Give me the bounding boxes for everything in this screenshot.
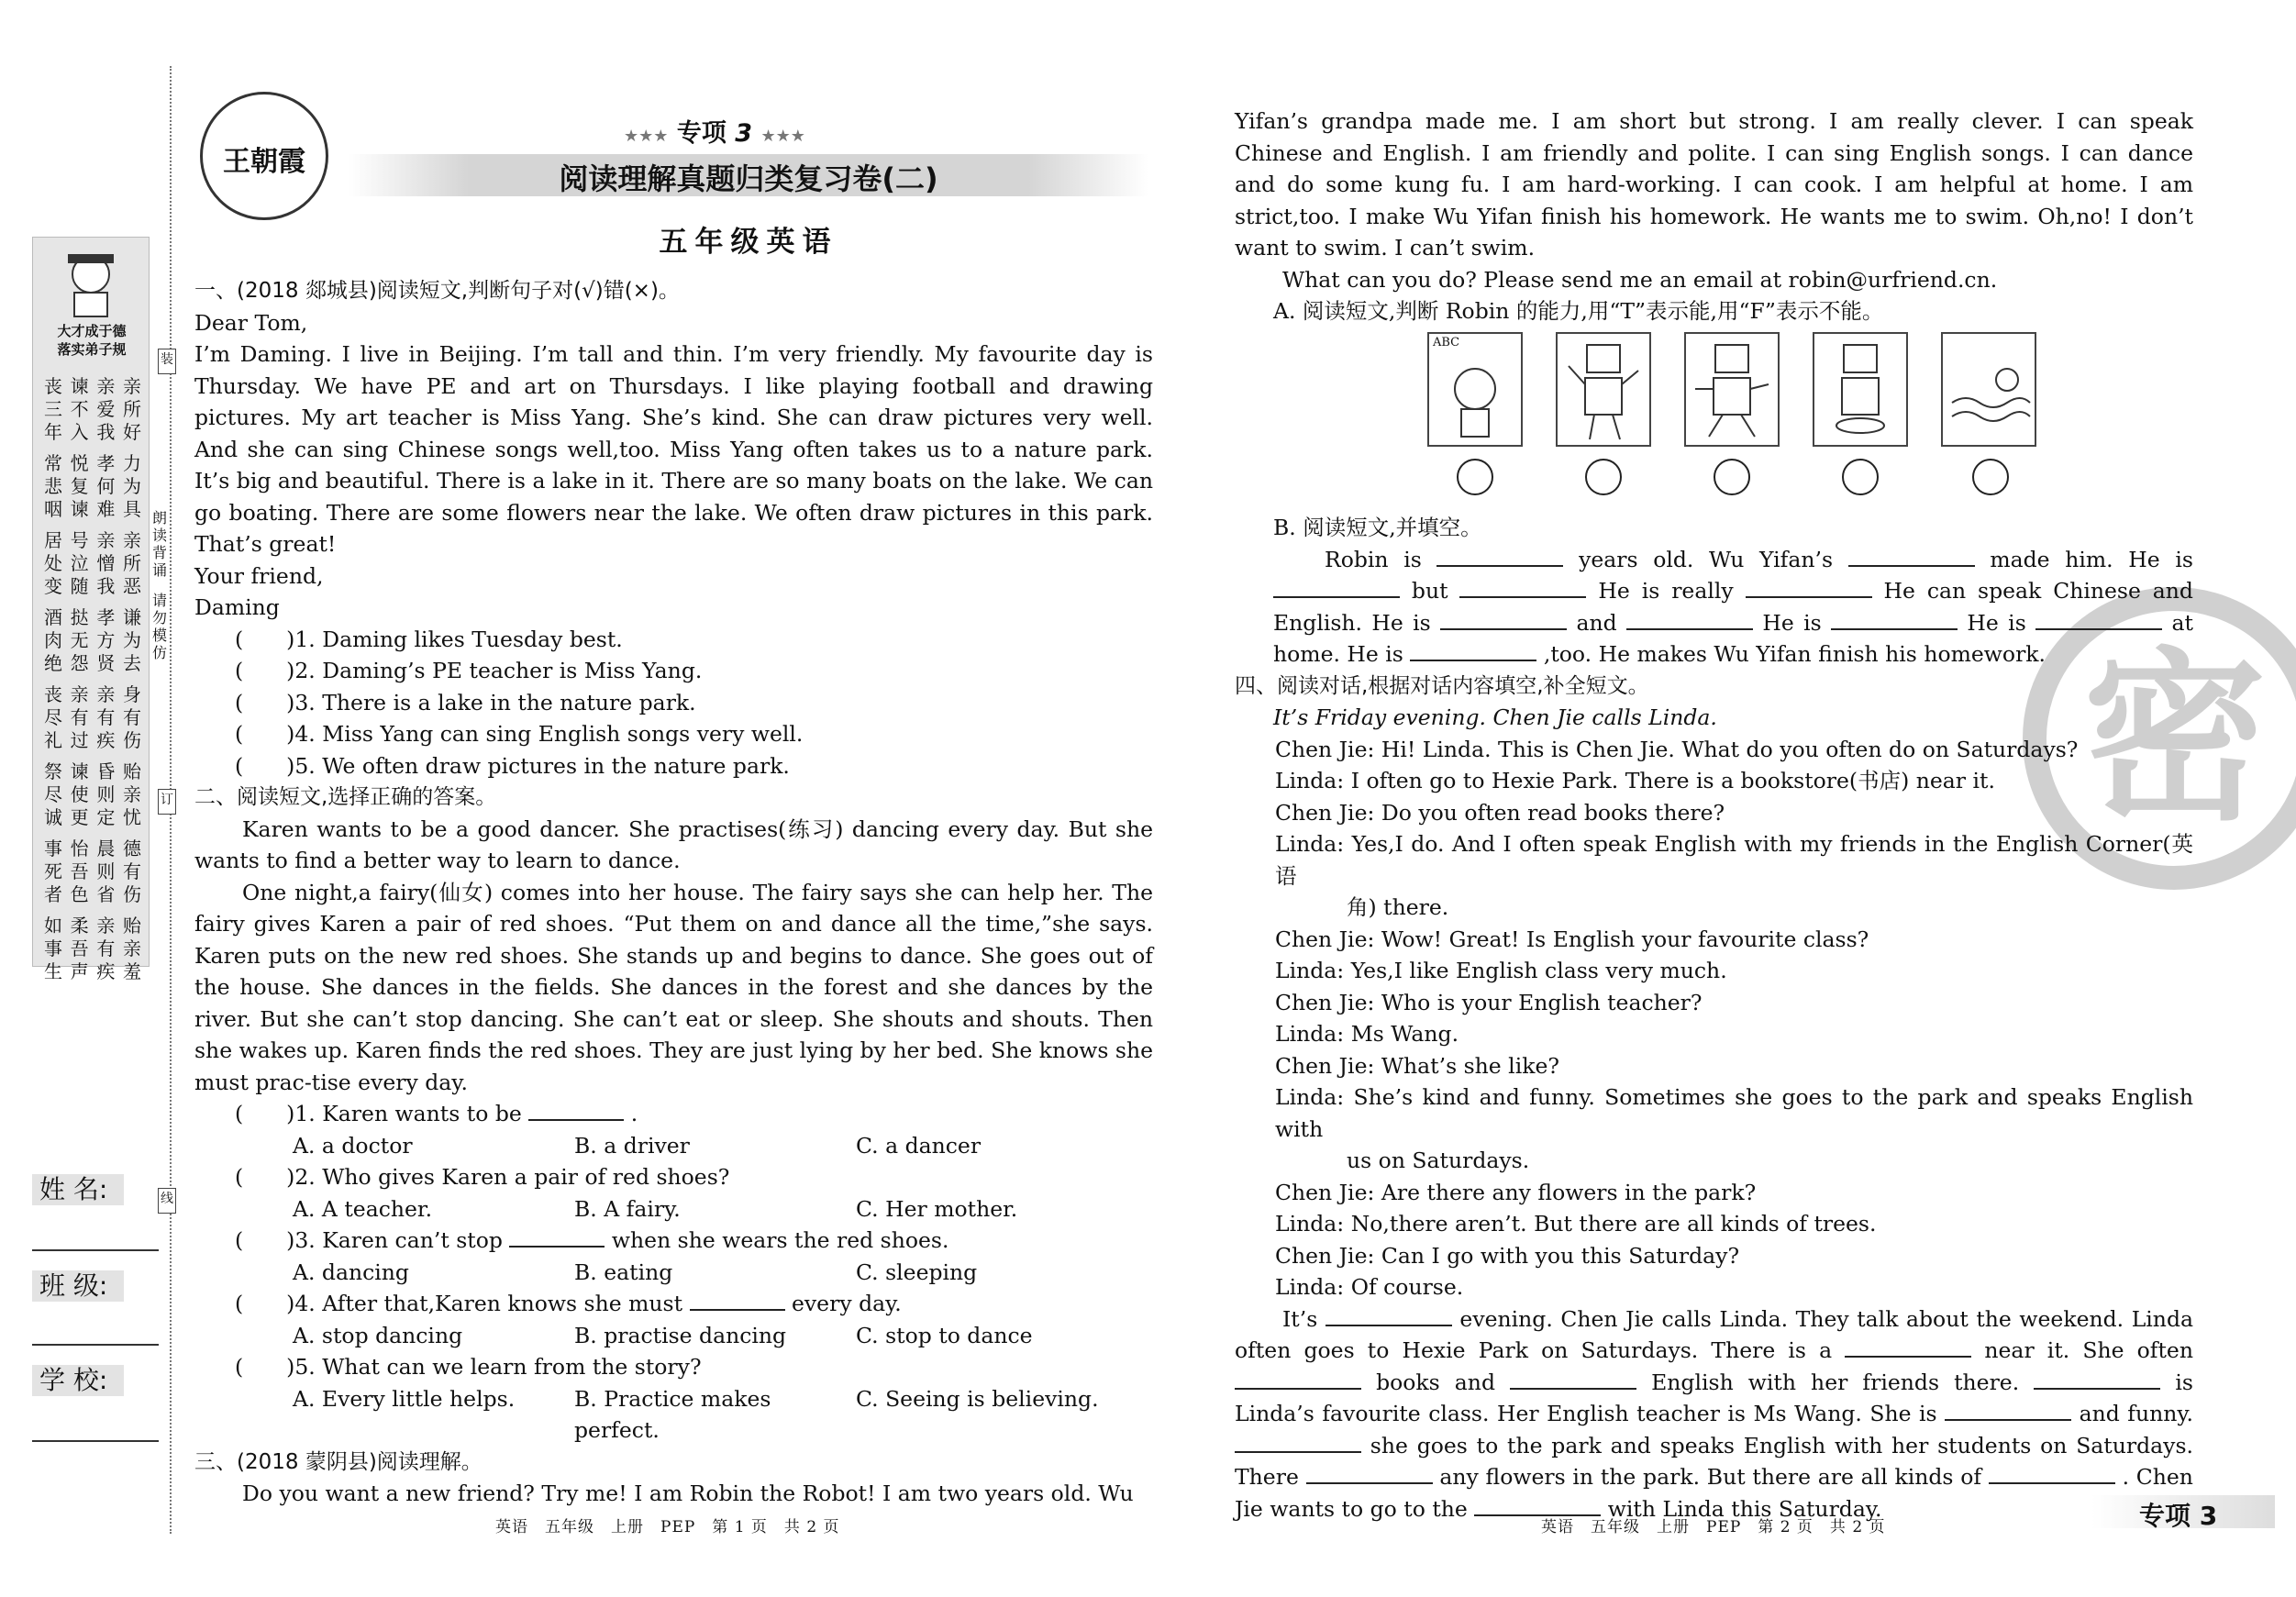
choice-option[interactable]: C. a dancer bbox=[856, 1132, 982, 1159]
verse-line: 贻亲忧 bbox=[122, 760, 141, 828]
choice-option[interactable]: A. a doctor bbox=[293, 1132, 413, 1159]
dialogue-line: Chen Jie: Can I go with you this Saturday? bbox=[1275, 1242, 1740, 1269]
answer-circle[interactable] bbox=[1842, 459, 1879, 495]
choice-options bbox=[293, 1320, 1153, 1352]
choice-option[interactable]: C. Seeing is believing. bbox=[856, 1385, 1099, 1412]
answer-blank[interactable] bbox=[1325, 1306, 1452, 1326]
section-2-title: 二、阅读短文,选择正确的答案。 bbox=[194, 785, 497, 809]
verse-line: 亲憎我 bbox=[96, 529, 116, 597]
answer-blank[interactable] bbox=[1410, 641, 1536, 661]
letter-signature: Daming bbox=[194, 594, 280, 620]
verse-line: 悦复谏 bbox=[70, 452, 89, 520]
dialogue-line: Chen Jie: Are there any flowers in the park? bbox=[1275, 1179, 1757, 1205]
fold-note: 朗读背诵 bbox=[150, 509, 170, 579]
verse-line: 谏使更 bbox=[70, 760, 89, 828]
story-paragraph: Karen wants to be a good dancer. She practises(练习) dancing every day. But she wants to find a better way to learn to dance. bbox=[194, 815, 1153, 873]
dialogue-line: Chen Jie: Wow! Great! Is English your favourite class? bbox=[1275, 926, 1869, 952]
cooking-robot-picture bbox=[1813, 332, 1908, 447]
page-subtitle: 五年级英语 bbox=[659, 226, 838, 259]
choice-option[interactable]: C. Her mother. bbox=[856, 1195, 1018, 1222]
verse-block bbox=[42, 606, 143, 675]
robin-paragraph: Yifan’s grandpa made me. I am short but strong. I am really clever. I can speak Chinese and English. I am friendly and polite. I can sing English songs. I can dance and do some kung fu. I am hard-working. I can cook. I am helpful at home. I am strict,too. I make Wu Yifan finish his homework. He wants me to swim. Oh,no! I don’t want to swim. I can’t swim. bbox=[1235, 108, 2193, 261]
choice-option[interactable]: B. a driver bbox=[574, 1132, 690, 1159]
section-3-title: 三、(2018 蒙阴县)阅读理解。 bbox=[194, 1449, 482, 1474]
answer-blank[interactable] bbox=[1626, 610, 1753, 630]
swimming-picture bbox=[1941, 332, 2036, 447]
answer-blank[interactable] bbox=[1746, 578, 1872, 598]
choice-option[interactable]: A. Every little helps. bbox=[293, 1385, 516, 1412]
verse-line: 昏则定 bbox=[96, 760, 116, 828]
choice-option[interactable]: C. sleeping bbox=[856, 1259, 978, 1285]
fold-mark: 装 bbox=[158, 349, 176, 374]
dialogue-line: Chen Jie: Hi! Linda. This is Chen Jie. What do you often do on Saturdays? bbox=[1275, 736, 2079, 762]
story-paragraph: One night,a fairy(仙女) comes into her house. The fairy says she can help her. The fairy gives Karen a pair of red shoes. “Put them on and dance all the time,”she says. Karen puts on the new red shoes. She stands up and begins to dance. She goes out of the house. She dances in the fields. She dances in the forest and she dances by the river. But she can’t stop dancing. She can’t eat or sleep. She shouts and shouts. Then she wakes up. Karen finds the red shoes. They are just lying by her bed. She knows she must prac-tise every day. bbox=[194, 879, 1153, 1095]
verse-line: 柔吾声 bbox=[70, 915, 89, 982]
verse-line: 祭尽诚 bbox=[44, 760, 62, 828]
dialogue-intro: It’s Friday evening. Chen Jie calls Linda. bbox=[1273, 704, 1717, 730]
kungfu-robot-picture bbox=[1684, 332, 1780, 447]
answer-bracket[interactable]: ( ) bbox=[235, 626, 295, 652]
dialogue-line: Linda: No,there aren’t. But there are all kinds of trees. bbox=[1275, 1211, 1877, 1237]
choice-option[interactable]: A. A teacher. bbox=[293, 1195, 433, 1222]
choice-question: ( )3. Karen can’t stop when she wears the red shoes. bbox=[235, 1227, 949, 1253]
verse-line: 力为具 bbox=[122, 452, 141, 520]
fold-note: 请勿模仿 bbox=[150, 592, 170, 661]
scholar-figure-icon bbox=[33, 238, 149, 320]
dialogue-line: Linda: She’s kind and funny. Sometimes she goes to the park and speaks English with bbox=[1275, 1084, 2193, 1142]
choice-option[interactable]: C. stop to dance bbox=[856, 1322, 1033, 1348]
dialogue-line: Chen Jie: Do you often read books there? bbox=[1275, 799, 1725, 826]
answer-bracket[interactable]: ( ) bbox=[235, 689, 295, 715]
answer-circle[interactable] bbox=[1972, 459, 2009, 495]
answer-circle[interactable] bbox=[1714, 459, 1750, 495]
choice-option[interactable]: A. stop dancing bbox=[293, 1322, 463, 1348]
judgement-question: ( )1. Daming likes Tuesday best. bbox=[235, 626, 623, 652]
verse-line: 德有伤 bbox=[122, 837, 141, 905]
letter-body: I’m Daming. I live in Beijing. I’m tall and thin. I’m very friendly. My favourite day is Thursday. We have PE and art on Thursdays. I like playing football and drawing pictures. My art teacher is Miss Yang. She’s kind. She can draw pictures very well. And she can sing Chinese songs well,too. Miss Yang often takes us to a nature park. It’s big and beautiful. There is a lake in it. There are so many boats on the lake. We can go boating. There are some flowers near the lake. We often draw pictures in this park. That’s great! bbox=[194, 341, 1153, 557]
answer-blank[interactable] bbox=[1459, 578, 1586, 598]
verse-line: 如事生 bbox=[44, 915, 62, 982]
verse-line: 挞无怨 bbox=[70, 606, 89, 674]
answer-bracket[interactable]: ( ) bbox=[235, 752, 295, 779]
answer-blank[interactable] bbox=[1436, 547, 1563, 567]
verse-line: 丧尽礼 bbox=[44, 683, 62, 751]
verse-block bbox=[42, 915, 143, 983]
answer-blank[interactable] bbox=[2034, 1370, 2160, 1390]
answer-blank[interactable] bbox=[2035, 610, 2162, 630]
verse-line: 亲爱我 bbox=[96, 375, 116, 443]
right-column-lower bbox=[1235, 512, 2193, 1525]
part-b-instruction: B. 阅读短文,并填空。 bbox=[1273, 515, 1482, 540]
dialogue-line: Linda: Yes,I like English class very much. bbox=[1275, 958, 1727, 983]
verse-block bbox=[42, 452, 143, 521]
verse-line: 亲所好 bbox=[122, 375, 141, 443]
answer-circle[interactable] bbox=[1457, 459, 1493, 495]
answer-blank[interactable] bbox=[1845, 1337, 1971, 1358]
answer-blank[interactable] bbox=[1235, 1370, 1361, 1390]
left-column bbox=[194, 275, 1153, 1510]
verse-line: 谦为去 bbox=[122, 606, 141, 674]
choice-options bbox=[293, 1383, 1153, 1447]
confidential-stamp: 密 bbox=[2023, 587, 2296, 890]
answer-blank[interactable] bbox=[1831, 610, 1958, 630]
name-label: 姓 名: bbox=[32, 1174, 124, 1205]
class-label: 班 级: bbox=[32, 1270, 124, 1302]
page-title: 阅读理解真题归类复习卷(二) bbox=[559, 161, 938, 196]
dancing-robot-picture bbox=[1556, 332, 1651, 447]
sidebar-verse bbox=[42, 375, 143, 992]
answer-blank[interactable] bbox=[1273, 578, 1400, 598]
letter-closing: Your friend, bbox=[194, 562, 324, 589]
judgement-question: ( )3. There is a lake in the nature park. bbox=[235, 689, 696, 715]
school-label: 学 校: bbox=[32, 1365, 124, 1396]
choice-option[interactable]: B. eating bbox=[574, 1259, 673, 1285]
answer-bracket[interactable]: ( ) bbox=[235, 1101, 295, 1126]
answer-blank[interactable] bbox=[1510, 1370, 1636, 1390]
choice-options bbox=[293, 1257, 1153, 1289]
summary-paragraph: It’s evening. Chen Jie calls Linda. They talk about the weekend. Linda often goes to Hexie Park on Saturdays. There is a near it. She often books and English with her friends there. is Linda’s favourite class. Her English teacher is Ms Wang. She is and funny. she goes to the park and speaks English with her students on Saturdays. There any flowers in the park. But there are all kinds of . Chen Jie wants to go to the with Linda this Saturday. bbox=[1235, 1305, 2193, 1522]
choice-question: ( )5. What can we learn from the story? bbox=[235, 1354, 702, 1380]
answer-bracket[interactable]: ( ) bbox=[235, 721, 295, 747]
choice-option[interactable]: B. practise dancing bbox=[574, 1322, 787, 1348]
verse-line: 亲所恶 bbox=[122, 529, 141, 597]
letter-greeting: Dear Tom, bbox=[194, 309, 308, 336]
choice-options bbox=[293, 1130, 1153, 1162]
dialogue-line: Linda: Of course. bbox=[1275, 1274, 1464, 1300]
verse-line: 身有伤 bbox=[122, 683, 141, 751]
dialogue-line: Linda: I often go to Hexie Park. There is a bookstore(书店) near it. bbox=[1275, 768, 1995, 793]
verse-line: 亲有过 bbox=[70, 683, 89, 751]
dialogue-line: Linda: Ms Wang. bbox=[1275, 1021, 1459, 1047]
dialogue-line: 角) there. bbox=[1347, 894, 1449, 920]
sidebar-panel bbox=[32, 237, 150, 982]
answer-blank[interactable] bbox=[1306, 1464, 1433, 1484]
verse-line: 贻亲羞 bbox=[122, 915, 141, 982]
choice-option[interactable]: B. A fairy. bbox=[574, 1195, 681, 1222]
right-footer: 英语 五年级 上册 PEP 第 2 页 共 2 页 bbox=[1541, 1518, 1886, 1536]
part-b-paragraph: Robin is years old. Wu Yifan’s made him. He is but He is really He can speak Chinese and English. He is and He is He is at home. He is ,too. He makes Wu Yifan finish his homework. bbox=[1273, 546, 2193, 667]
dialogue-line: Chen Jie: What’s she like? bbox=[1275, 1052, 1559, 1079]
robin-email: What can you do? Please send me an email at robin@urfriend.cn. bbox=[1282, 266, 1998, 293]
verse-line: 孝方贤 bbox=[96, 606, 116, 674]
verse-line: 孝何难 bbox=[96, 452, 116, 520]
verse-line: 号泣随 bbox=[70, 529, 89, 597]
right-column bbox=[1235, 105, 2193, 327]
choice-question: ( )2. Who gives Karen a pair of red shoes? bbox=[235, 1164, 730, 1190]
dialogue-line: Linda: Yes,I do. And I often speak English with my friends in the English Corner(英语 bbox=[1275, 831, 2193, 889]
dialogue-line: us on Saturdays. bbox=[1347, 1148, 1530, 1173]
answer-circle[interactable] bbox=[1585, 459, 1622, 495]
section-tag: ★★★ 专项 3 ★★★ bbox=[624, 119, 805, 148]
choice-option[interactable]: B. Practice makes perfect. bbox=[574, 1385, 771, 1443]
answer-blank[interactable] bbox=[1989, 1464, 2115, 1484]
verse-line: 常悲咽 bbox=[44, 452, 62, 520]
answer-blank[interactable] bbox=[690, 1291, 785, 1311]
fold-mark: 订 bbox=[158, 789, 176, 815]
verse-block bbox=[42, 760, 143, 829]
verse-line: 怡吾色 bbox=[70, 837, 89, 905]
dialogue-line: Chen Jie: Who is your English teacher? bbox=[1275, 989, 1703, 1015]
part-a-instruction: A. 阅读短文,判断 Robin 的能力,用“T”表示能,用“F”表示不能。 bbox=[1273, 298, 1884, 324]
verse-line: 丧三年 bbox=[44, 375, 62, 443]
answer-blank[interactable] bbox=[1440, 610, 1567, 630]
robin-paragraph: Do you want a new friend? Try me! I am Robin the Robot! I am two years old. Wu bbox=[242, 1481, 1134, 1506]
verse-block bbox=[42, 837, 143, 906]
verse-line: 亲有疾 bbox=[96, 915, 116, 982]
judgement-question: ( )5. We often draw pictures in the nature park. bbox=[235, 752, 790, 779]
answer-blank[interactable] bbox=[528, 1101, 624, 1121]
verse-block bbox=[42, 529, 143, 598]
singing-picture: ABC bbox=[1427, 332, 1523, 447]
answer-blank[interactable] bbox=[1945, 1401, 2071, 1421]
section-4-title: 四、阅读对话,根据对话内容填空,补全短文。 bbox=[1235, 673, 1649, 698]
choice-option[interactable]: A. dancing bbox=[293, 1259, 409, 1285]
verse-line: 酒肉绝 bbox=[44, 606, 62, 674]
verse-line: 谏不入 bbox=[70, 375, 89, 443]
choice-question: ( )4. After that,Karen knows she must every day. bbox=[235, 1291, 902, 1316]
verse-block bbox=[42, 375, 143, 444]
left-footer: 英语 五年级 上册 PEP 第 1 页 共 2 页 bbox=[495, 1518, 840, 1536]
choice-question: ( )1. Karen wants to be . bbox=[235, 1101, 638, 1126]
choice-options bbox=[293, 1193, 1153, 1225]
answer-bracket[interactable]: ( ) bbox=[235, 1291, 295, 1316]
judgement-question: ( )2. Daming’s PE teacher is Miss Yang. bbox=[235, 658, 703, 683]
verse-line: 事死者 bbox=[44, 837, 62, 905]
answer-bracket[interactable]: ( ) bbox=[235, 1164, 295, 1190]
answer-bracket[interactable]: ( ) bbox=[235, 1227, 295, 1253]
corner-tab: 专项 3 bbox=[2091, 1495, 2275, 1528]
answer-blank[interactable] bbox=[509, 1227, 605, 1248]
answer-blank[interactable] bbox=[1235, 1433, 1361, 1453]
fold-mark: 线 bbox=[158, 1188, 176, 1214]
verse-line: 亲有疾 bbox=[96, 683, 116, 751]
answer-bracket[interactable]: ( ) bbox=[235, 1354, 295, 1380]
section-1-title: 一、(2018 郯城县)阅读短文,判断句子对(√)错(×)。 bbox=[194, 279, 680, 303]
brand-logo: 王朝霞 bbox=[200, 92, 328, 220]
judgement-question: ( )4. Miss Yang can sing English songs very well. bbox=[235, 721, 804, 747]
name-line[interactable] bbox=[32, 1249, 159, 1251]
answer-blank[interactable] bbox=[1848, 547, 1975, 567]
school-line[interactable] bbox=[32, 1440, 159, 1442]
verse-line: 晨则省 bbox=[96, 837, 116, 905]
answer-bracket[interactable]: ( ) bbox=[235, 658, 295, 683]
class-line[interactable] bbox=[32, 1344, 159, 1346]
verse-line: 居处变 bbox=[44, 529, 62, 597]
verse-block bbox=[42, 683, 143, 752]
sidebar-motto: 大才成于德 落实弟子规 bbox=[57, 323, 127, 358]
